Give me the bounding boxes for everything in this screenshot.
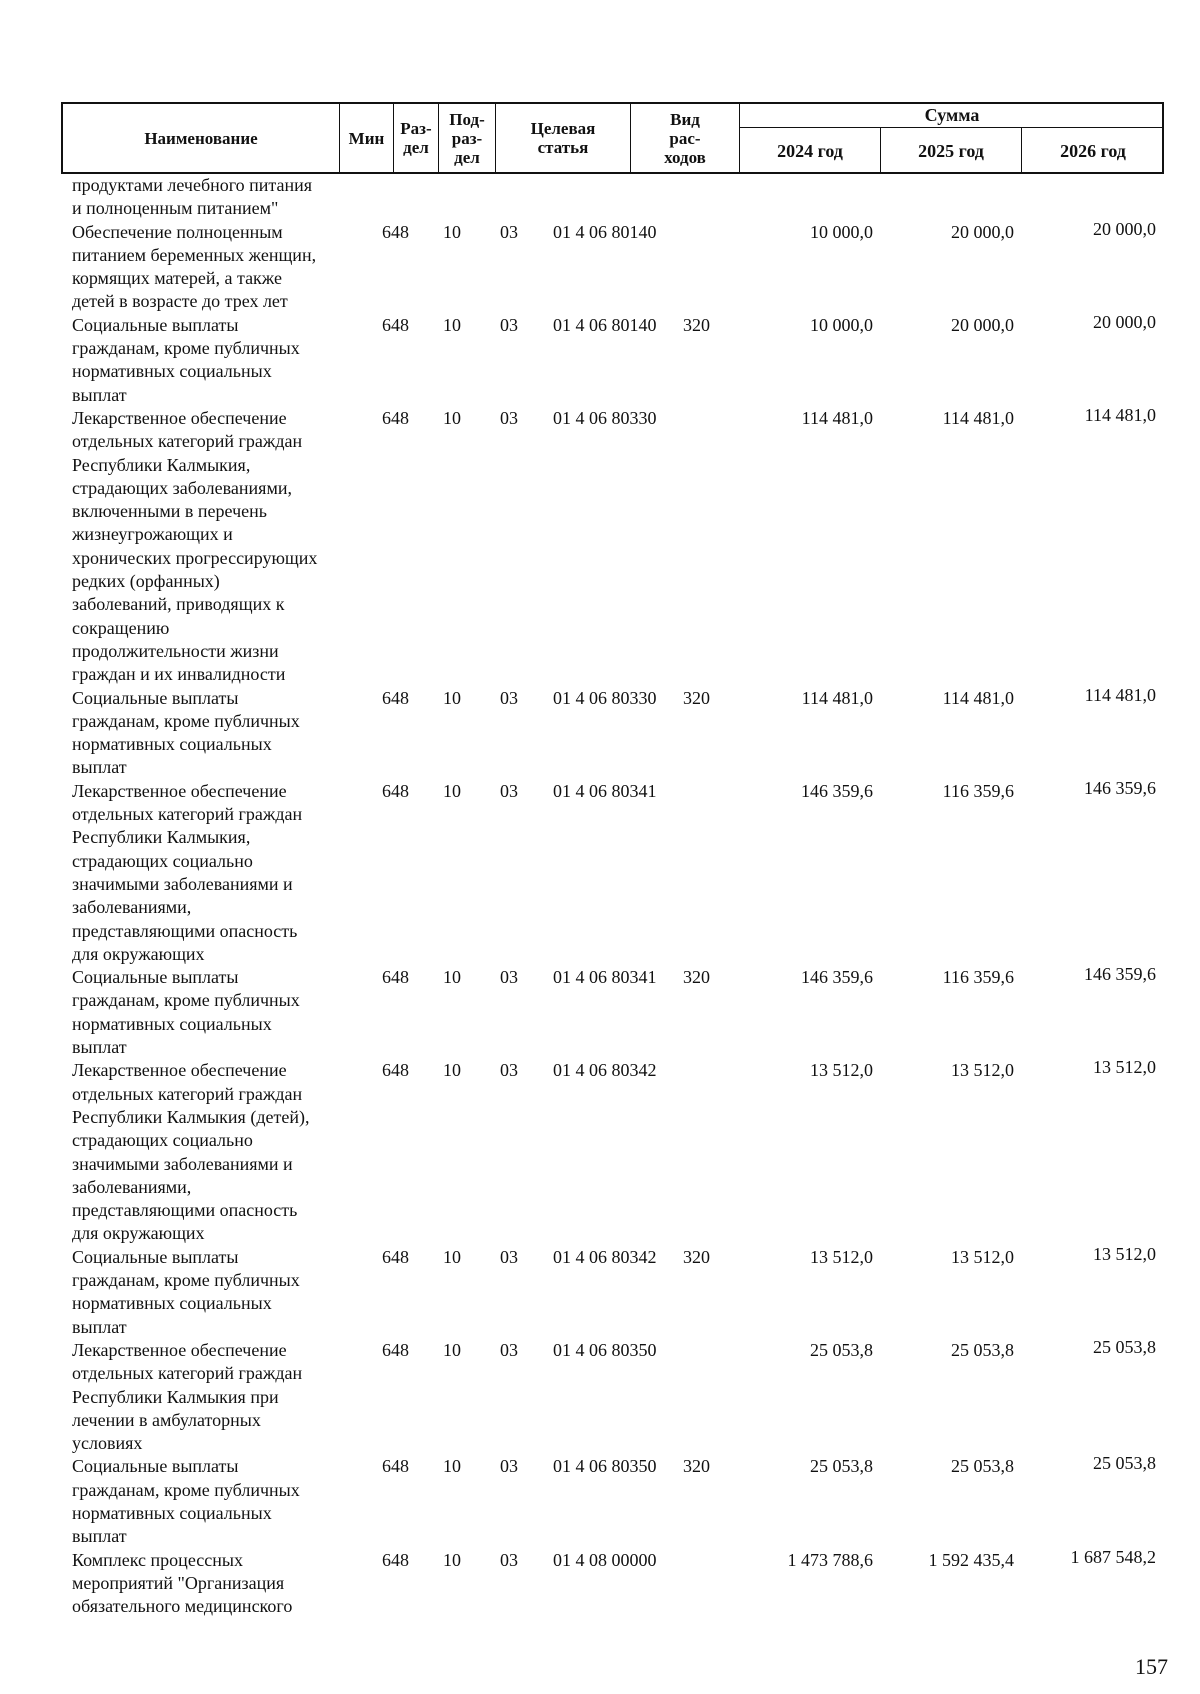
row-vid: 320 [683, 687, 710, 708]
row-name-line: гражданам, кроме публичных [72, 990, 300, 1011]
row-sum-2024: 10 000,0 [810, 221, 873, 242]
row-sum-2025: 116 359,6 [942, 967, 1014, 988]
row-name-line: обязательного медицинского [72, 1596, 293, 1617]
row-name-line: для окружающих [72, 943, 205, 964]
table-row [0, 311, 1200, 407]
row-name [72, 780, 372, 966]
row-podrazdel: 03 [500, 780, 518, 801]
row-celevaya: 01 4 08 00000 [553, 1549, 657, 1570]
row-name-line: Лекарственное обеспечение [72, 780, 287, 801]
row-name-line: отдельных категорий граждан [72, 1363, 303, 1384]
row-razdel: 10 [443, 314, 461, 335]
row-name-line: выплат [72, 757, 127, 778]
page-number: 157 [1135, 1654, 1168, 1679]
table-row [0, 1336, 1200, 1456]
table-row [0, 966, 1200, 1059]
header-celevaya: Целевая статья [496, 104, 631, 172]
row-sum-2024: 114 481,0 [801, 687, 873, 708]
row-sum-2026: 13 512,0 [1093, 1243, 1156, 1264]
row-sum-2025: 114 481,0 [942, 407, 1014, 428]
row-podrazdel: 03 [500, 314, 518, 335]
row-name [72, 1246, 372, 1339]
row-razdel: 10 [443, 1060, 461, 1081]
table-row [0, 1546, 1200, 1619]
row-name [72, 407, 372, 687]
row-sum-2024: 1 473 788,6 [787, 1549, 873, 1570]
row-min: 648 [382, 687, 409, 708]
row-name-line: продолжительности жизни [72, 640, 279, 661]
table-row [0, 174, 1200, 221]
row-name-line: представляющими опасность [72, 920, 298, 941]
row-sum-2026: 25 053,8 [1093, 1336, 1156, 1357]
row-name-line: жизнеугрожающих и [72, 524, 233, 545]
header-year-2024: 2024 год [740, 128, 881, 174]
row-sum-2026: 1 687 548,2 [1070, 1546, 1156, 1567]
row-name-line: Лекарственное обеспечение [72, 1060, 287, 1081]
row-name [72, 1549, 372, 1619]
table-row [0, 1059, 1200, 1245]
header-razdel: Раз- дел [394, 104, 439, 172]
row-sum-2025: 20 000,0 [951, 221, 1014, 242]
row-razdel: 10 [443, 967, 461, 988]
row-name-line: Республики Калмыкия, [72, 454, 251, 475]
row-min: 648 [382, 221, 409, 242]
row-celevaya: 01 4 06 80350 [553, 1339, 657, 1360]
row-sum-2024: 13 512,0 [810, 1246, 873, 1267]
row-name-line: нормативных социальных [72, 1293, 272, 1314]
row-name [72, 687, 372, 780]
row-razdel: 10 [443, 1549, 461, 1570]
row-name-line: Республики Калмыкия (детей), [72, 1106, 310, 1127]
row-name-line: отдельных категорий граждан [72, 431, 303, 452]
row-sum-2024: 25 053,8 [810, 1339, 873, 1360]
row-name-line: и полноценным питанием" [72, 198, 279, 219]
table-row [0, 1243, 1200, 1339]
row-name-line: для окружающих [72, 1223, 205, 1244]
row-name-line: выплат [72, 1316, 127, 1337]
row-podrazdel: 03 [500, 687, 518, 708]
row-name-line: гражданам, кроме публичных [72, 1270, 300, 1291]
row-sum-2025: 116 359,6 [942, 780, 1014, 801]
row-podrazdel: 03 [500, 1456, 518, 1477]
row-name-line: нормативных социальных [72, 1503, 272, 1523]
row-name-line: представляющими опасность [72, 1200, 298, 1221]
header-vid: Вид рас- ходов [631, 104, 740, 172]
row-sum-2026: 25 053,8 [1093, 1453, 1156, 1474]
row-name-line: детей в возрасте до трех лет [72, 291, 288, 312]
row-name-line: Обеспечение полноценным [72, 221, 283, 242]
row-celevaya: 01 4 06 80140 [553, 221, 657, 242]
row-vid: 320 [683, 314, 710, 335]
row-name-line: кормящих матерей, а также [72, 268, 282, 289]
row-name [72, 1339, 372, 1455]
row-podrazdel: 03 [500, 1549, 518, 1570]
row-min: 648 [382, 1246, 409, 1267]
table-row [0, 404, 1200, 687]
row-name-line: Республики Калмыкия, [72, 827, 251, 848]
row-razdel: 10 [443, 1246, 461, 1267]
row-name-line: питанием беременных женщин, [72, 244, 317, 265]
row-name-line: выплат [72, 384, 127, 405]
row-name-line: продуктами лечебного питания [72, 175, 313, 195]
row-name [72, 1455, 372, 1548]
row-celevaya: 01 4 06 80341 [553, 967, 657, 988]
header-year-2026: 2026 год [1060, 140, 1126, 161]
row-sum-2024: 13 512,0 [810, 1060, 873, 1081]
header-year-2025: 2025 год [881, 128, 1022, 174]
row-sum-2025: 20 000,0 [951, 314, 1014, 335]
row-celevaya: 01 4 06 80342 [553, 1060, 657, 1081]
row-name-line: сокращению [72, 617, 170, 638]
row-razdel: 10 [443, 1456, 461, 1477]
row-name-line: условиях [72, 1433, 143, 1454]
row-sum-2025: 13 512,0 [951, 1060, 1014, 1081]
row-sum-2026: 20 000,0 [1093, 218, 1156, 239]
row-sum-2026: 13 512,0 [1093, 1057, 1156, 1078]
row-name-line: лечении в амбулаторных [72, 1409, 261, 1430]
row-sum-2024: 10 000,0 [810, 314, 873, 335]
row-name-line: страдающих социально [72, 1130, 253, 1151]
row-name-line: Лекарственное обеспечение [72, 407, 287, 428]
row-name-line: мероприятий "Организация [72, 1572, 285, 1593]
row-name-line: нормативных социальных [72, 734, 272, 755]
row-name-line: Социальные выплаты [72, 1456, 239, 1477]
header-podrazdel: Под- раз- дел [439, 104, 496, 172]
row-name-line: заболеваниями, [72, 897, 192, 918]
header-name: Наименование [63, 104, 340, 172]
row-celevaya: 01 4 06 80330 [553, 687, 657, 708]
row-min: 648 [382, 1549, 409, 1570]
row-name-line: отдельных категорий граждан [72, 1083, 303, 1104]
row-name-line: выплат [72, 1037, 127, 1058]
row-razdel: 10 [443, 1339, 461, 1360]
row-min: 648 [382, 1060, 409, 1081]
row-celevaya: 01 4 06 80330 [553, 407, 657, 428]
row-name-line: редких (орфанных) [72, 571, 220, 592]
row-podrazdel: 03 [500, 1246, 518, 1267]
table-row [0, 684, 1200, 780]
row-min: 648 [382, 1456, 409, 1477]
row-sum-2026: 146 359,6 [1084, 964, 1156, 985]
row-name-line: Республики Калмыкия при [72, 1386, 279, 1407]
row-name-line: выплат [72, 1526, 127, 1547]
row-name-line: граждан и их инвалидности [72, 664, 286, 685]
row-name-line: гражданам, кроме публичных [72, 710, 300, 731]
row-min: 648 [382, 1339, 409, 1360]
row-name-line: гражданам, кроме публичных [72, 1479, 300, 1500]
row-sum-2025: 25 053,8 [951, 1339, 1014, 1360]
row-name [72, 1059, 372, 1245]
row-name-line: Социальные выплаты [72, 1246, 239, 1267]
row-name-line: включенными в перечень [72, 501, 267, 522]
row-podrazdel: 03 [500, 1060, 518, 1081]
row-podrazdel: 03 [500, 407, 518, 428]
row-podrazdel: 03 [500, 221, 518, 242]
row-sum-2026: 114 481,0 [1084, 684, 1156, 705]
row-sum-2024: 146 359,6 [801, 967, 873, 988]
row-sum-2025: 13 512,0 [951, 1246, 1014, 1267]
row-sum-2026: 114 481,0 [1084, 404, 1156, 425]
row-sum-2024: 114 481,0 [801, 407, 873, 428]
row-name-line: Социальные выплаты [72, 314, 239, 335]
row-name-line: нормативных социальных [72, 361, 272, 382]
row-name-line: Социальные выплаты [72, 687, 239, 708]
row-min: 648 [382, 967, 409, 988]
row-name-line: Социальные выплаты [72, 967, 239, 988]
row-razdel: 10 [443, 221, 461, 242]
row-razdel: 10 [443, 780, 461, 801]
row-name [72, 314, 372, 407]
row-name-line: заболеваниями, [72, 1176, 192, 1197]
row-sum-2025: 114 481,0 [942, 687, 1014, 708]
row-celevaya: 01 4 06 80140 [553, 314, 657, 335]
row-sum-2025: 25 053,8 [951, 1456, 1014, 1477]
row-name-line: значимыми заболеваниями и [72, 873, 293, 894]
row-name-line: значимыми заболеваниями и [72, 1153, 293, 1174]
row-name-line: Комплекс процессных [72, 1549, 243, 1570]
row-vid: 320 [683, 1246, 710, 1267]
row-min: 648 [382, 314, 409, 335]
row-podrazdel: 03 [500, 967, 518, 988]
row-min: 648 [382, 407, 409, 428]
row-celevaya: 01 4 06 80342 [553, 1246, 657, 1267]
row-sum-2025: 1 592 435,4 [928, 1549, 1014, 1570]
table-row [0, 1455, 1200, 1548]
row-sum-2024: 25 053,8 [810, 1456, 873, 1477]
row-name-line: хронических прогрессирующих [72, 547, 318, 568]
row-name-line: гражданам, кроме публичных [72, 338, 300, 359]
row-min: 648 [382, 780, 409, 801]
row-sum-2024: 146 359,6 [801, 780, 873, 801]
row-vid: 320 [683, 967, 710, 988]
table-row [0, 777, 1200, 966]
row-name-line: заболеваний, приводящих к [72, 594, 285, 615]
table-header [61, 102, 1164, 174]
row-name [72, 174, 372, 221]
row-vid: 320 [683, 1456, 710, 1477]
row-name-line: страдающих социально [72, 850, 253, 871]
header-min: Мин [340, 104, 394, 172]
row-name-line: отдельных категорий граждан [72, 804, 303, 825]
row-podrazdel: 03 [500, 1339, 518, 1360]
row-sum-2026: 146 359,6 [1084, 777, 1156, 798]
row-name-line: нормативных социальных [72, 1013, 272, 1034]
row-name [72, 221, 372, 314]
row-name [72, 966, 372, 1059]
row-name-line: Лекарственное обеспечение [72, 1339, 287, 1360]
row-razdel: 10 [443, 407, 461, 428]
row-celevaya: 01 4 06 80350 [553, 1456, 657, 1477]
row-razdel: 10 [443, 687, 461, 708]
header-summa: Сумма [740, 104, 1164, 128]
table-body [0, 174, 1200, 1618]
row-sum-2026: 20 000,0 [1093, 311, 1156, 332]
table-row [0, 218, 1200, 314]
row-name-line: страдающих заболеваниями, [72, 477, 292, 498]
row-celevaya: 01 4 06 80341 [553, 780, 657, 801]
